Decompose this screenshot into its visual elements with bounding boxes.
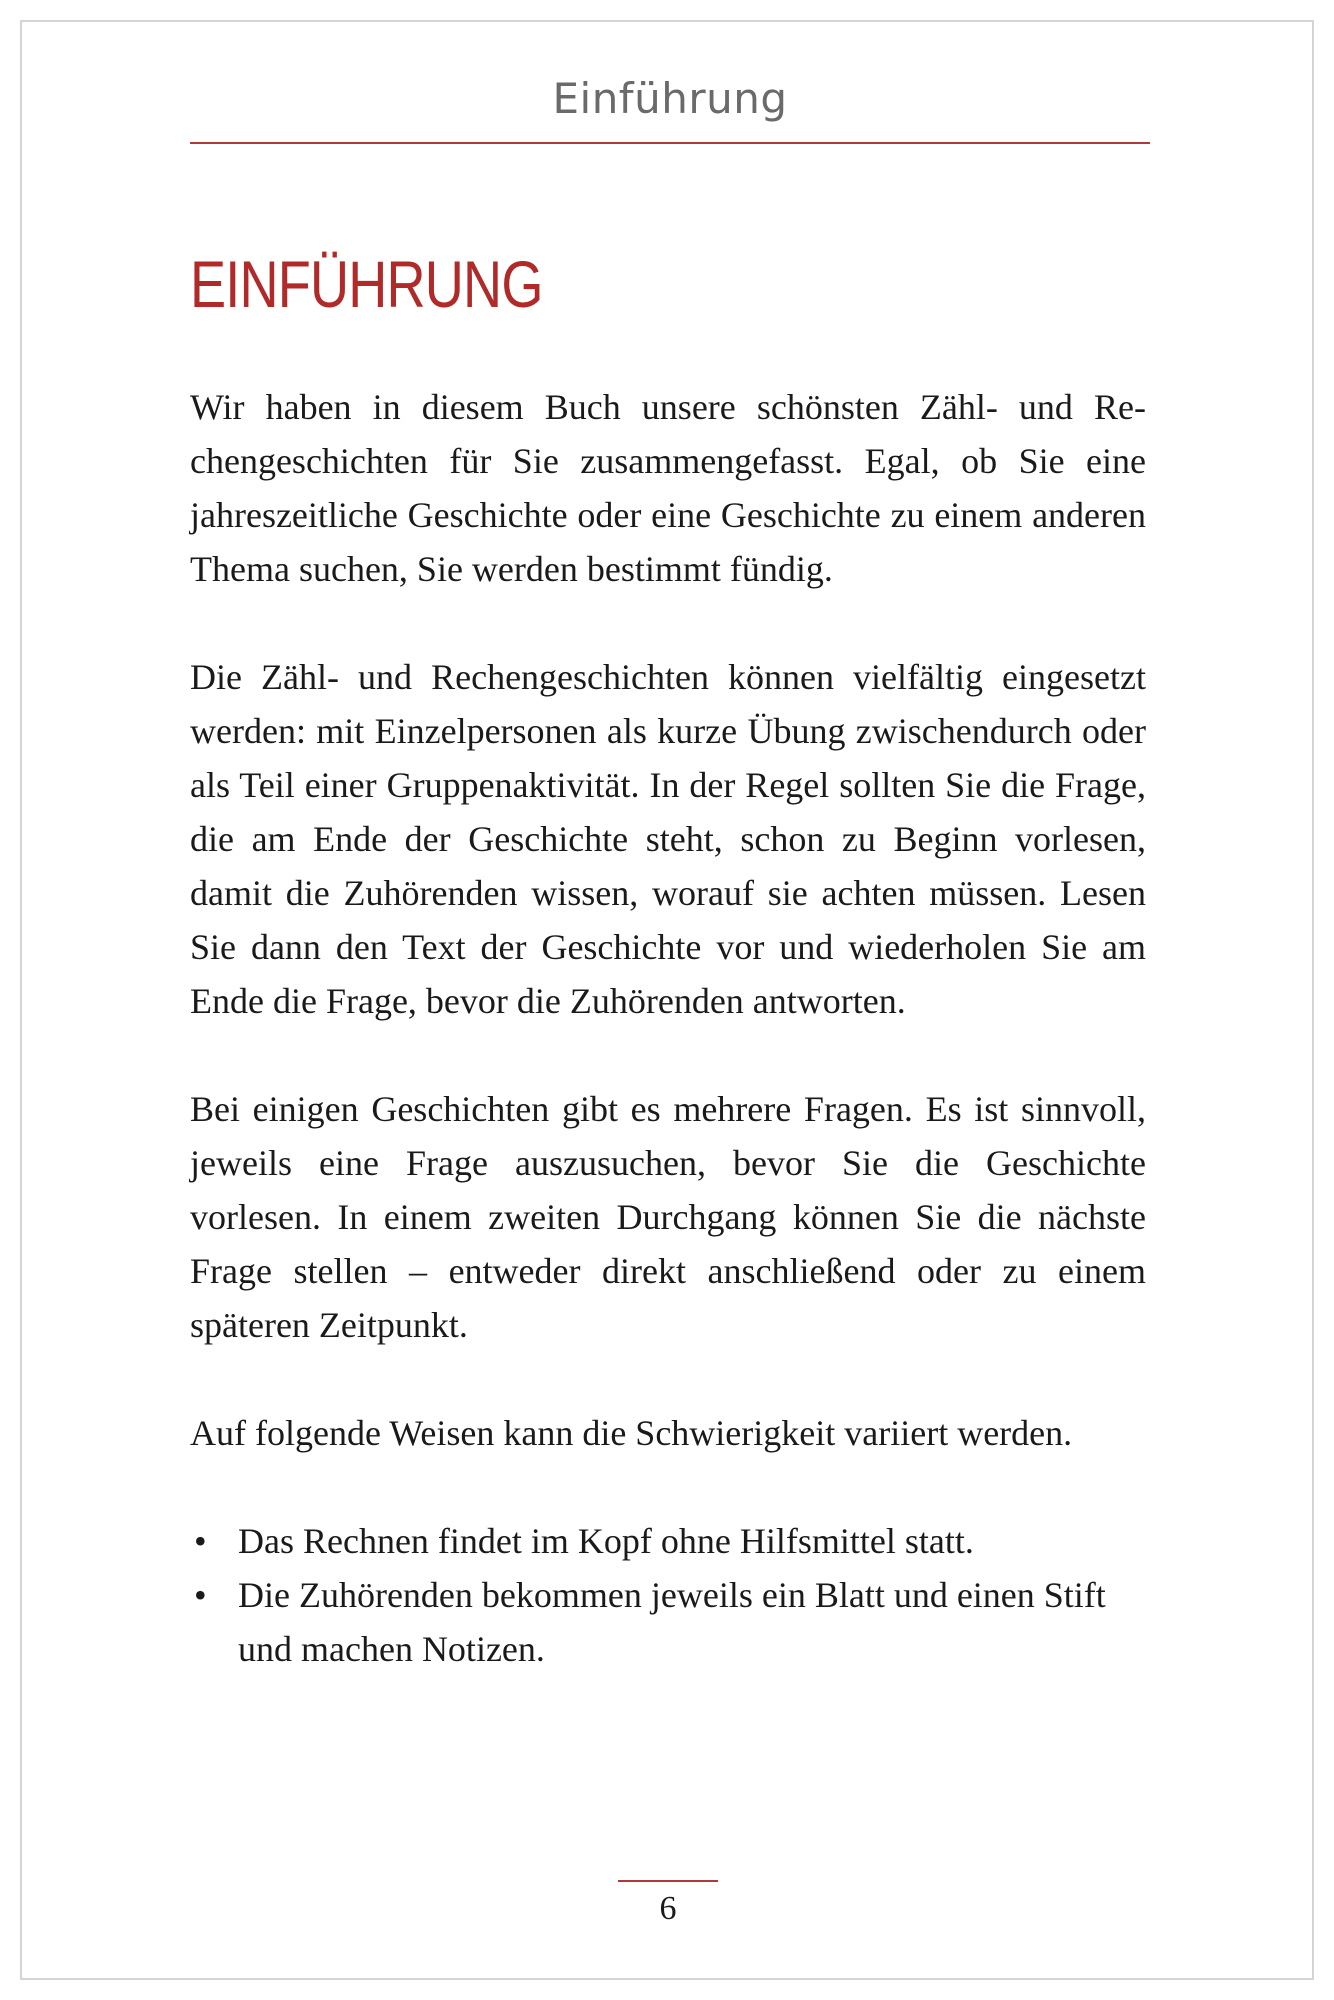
list-item <box>190 1568 1146 1676</box>
paragraph-usage: Die Zähl- und Rechengeschichten können vielfältig eingesetzt werden: mit Einzelpersonen als kurze Übung zwischendurch oder als Teil einer Gruppenaktivität. In der Regel sollten Sie die Frage, die am Ende der Geschichte steht, schon zu Beginn vorlesen, damit die Zuhörenden wissen, worauf sie achten müssen. Lesen Sie dann den Text der Geschichte vor und wiederholen Sie am Ende die Frage, bevor die Zuhörenden antworten. <box>190 657 1146 1021</box>
list-item <box>190 1514 1146 1568</box>
page-number: 6 <box>659 1890 677 1927</box>
running-header: Einführung <box>552 74 788 123</box>
header-rule <box>190 142 1150 144</box>
bullet-icon: • <box>194 1575 207 1615</box>
chapter-title: EINFÜHRUNG <box>190 247 543 321</box>
difficulty-list <box>190 1514 1146 1676</box>
paragraph-intro: Wir haben in diesem Buch unsere schönsten Zähl- und Rechengeschichten für Sie zusammengefasst. Egal, ob Sie eine jahreszeitliche Geschichte oder eine Geschichte zu einem anderen Thema suchen, Sie werden bestimmt fündig. <box>190 387 1146 589</box>
body-text <box>190 380 1146 1676</box>
paragraph-difficulty: Auf folgende Weisen kann die Schwierigkeit variiert werden. <box>190 1413 1073 1453</box>
bullet-icon: • <box>194 1521 207 1561</box>
paragraph-questions: Bei einigen Geschichten gibt es mehrere Fragen. Es ist sinnvoll, jeweils eine Frage auszusuchen, bevor Sie die Geschichte vorlesen. In einem zweiten Durchgang können Sie die nächste Frage stellen – entweder direkt anschließend oder zu einem späteren Zeitpunkt. <box>190 1089 1146 1345</box>
list-item-text: Die Zuhörenden bekommen jeweils ein Blatt und einen Stift und machen Notizen. <box>238 1575 1106 1669</box>
list-item-text: Das Rechnen findet im Kopf ohne Hilfsmittel statt. <box>238 1521 974 1561</box>
footer-rule <box>618 1880 718 1882</box>
